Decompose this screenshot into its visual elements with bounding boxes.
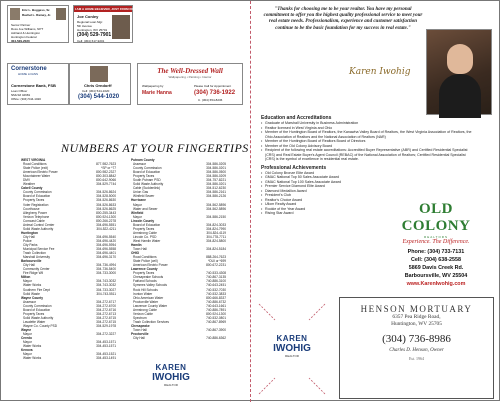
directory-entry-name: Fire Ridge Wll bbox=[23, 271, 44, 276]
directory-entry-name: Mayor bbox=[23, 332, 32, 337]
directory-entry-name: City Hall bbox=[23, 234, 35, 239]
directory-entry-name: Mayor bbox=[23, 352, 32, 357]
cornerstone-misc-2: NMLS# 42981 bbox=[11, 93, 31, 97]
cornerstone-ad-card bbox=[7, 63, 69, 105]
directory-entry-name: Town Hall bbox=[133, 327, 147, 332]
directory-entry-number: 304-562-5896 bbox=[206, 202, 226, 207]
directory-entry-name: City Hall bbox=[133, 336, 145, 341]
cornerstone-agent-name: Chris Orndorff bbox=[84, 83, 112, 88]
directory-entry-number: 304-529-1978 bbox=[96, 323, 116, 328]
directory-entry-number: 304-736-5400 bbox=[96, 267, 116, 272]
directory-entry-name: Allegheny Power bbox=[23, 210, 47, 215]
right-agent-name: Rachel L. Ramey, Jr. bbox=[22, 13, 51, 17]
cornerstone-bank-name: Cornerstone Bank, FSB bbox=[11, 83, 56, 88]
directory-entry-name: Property Taxes bbox=[133, 174, 155, 179]
directory-entry-number: 800-303-8842 bbox=[96, 174, 116, 179]
directory-entry-name: Symmes Valley Schools bbox=[133, 283, 167, 288]
directory-entry-name: Lavalette Water bbox=[23, 319, 46, 324]
realtor-photo bbox=[426, 29, 492, 115]
wallpaper-cell: C. (304) 654-8236 bbox=[198, 98, 223, 102]
directory-entry-name: Winfield Sewer bbox=[133, 194, 155, 199]
directory-entry-name: Ceredo bbox=[21, 336, 32, 341]
directory-entry-name: Assessor bbox=[133, 162, 147, 167]
bullet-item: • Ullom Realty Award bbox=[261, 202, 381, 207]
loan-phone: (304) 529-7901 bbox=[77, 32, 112, 38]
directory-entry-number: 304-453-1571 bbox=[96, 344, 116, 349]
directory-entry-number: 304-696-5558 bbox=[96, 247, 116, 252]
directory-entry-number: 740-867-8969 bbox=[206, 319, 226, 324]
karen-logo-last-right: IWOHIG bbox=[273, 343, 311, 354]
directory-entry-number: 888-264-7623 bbox=[206, 255, 226, 260]
karen-iwohig-logo-left bbox=[141, 363, 201, 387]
wallpaper-name: Marie Hanna bbox=[142, 90, 172, 96]
directory-entry-name: State Police (exit) bbox=[23, 166, 48, 171]
cornerstone-phone: (304) 544-1020 bbox=[78, 94, 120, 100]
directory-entry-number: 740-532-3833 bbox=[206, 291, 226, 296]
directory-entry-number: 304-743-3032 bbox=[96, 283, 116, 288]
directory-entry-name: Lawrence County bbox=[131, 267, 158, 272]
directory-entry-name: DMV bbox=[23, 178, 31, 183]
directory-entry-number: 304-586-2126 bbox=[206, 194, 226, 199]
education-list bbox=[261, 121, 476, 162]
directory-entry-name: Board of Education bbox=[133, 170, 161, 175]
directory-entry-number: *DUI or *699 bbox=[208, 259, 226, 264]
directory-entry-name: Trash Collection bbox=[23, 251, 46, 256]
directory-entry-name: Courthouse bbox=[23, 206, 40, 211]
bank-line-4: Huntington Federal bbox=[11, 35, 37, 39]
directory-entry-number: 304-824-5184 bbox=[206, 247, 226, 252]
directory-entry-name: Milton bbox=[21, 275, 31, 280]
loan-line-2: 5th Avenue bbox=[77, 24, 92, 28]
directory-entry-number: 304-743-3032 bbox=[96, 279, 116, 284]
bank-line-1: Senior Partner bbox=[11, 23, 31, 27]
directory-entry-number: 800-672-2231 bbox=[206, 263, 226, 268]
directory-entry-name: Solid Waste Authority bbox=[133, 182, 164, 187]
directory-entry-name: Huntington bbox=[21, 230, 38, 235]
directory-entry-name: Wayne Co. County PSD bbox=[23, 323, 58, 328]
directory-entry-name: Armstrong Cable bbox=[133, 307, 157, 312]
directory-entry-name: Board of Education bbox=[23, 307, 51, 312]
directory-entry-number: 304-586-2161 bbox=[206, 190, 226, 195]
realtor-signature: Karen Iwohig bbox=[349, 67, 411, 77]
bank-line-5: 304-529-2020 bbox=[11, 39, 30, 43]
directory-entry-name: Town Hall bbox=[133, 247, 147, 252]
directory-entry-number: 740-532-7030 bbox=[206, 287, 226, 292]
directory-entry-number: 304-526-8630 bbox=[96, 198, 116, 203]
wallpaper-phone: (304) 736-1922 bbox=[194, 90, 236, 96]
left-agent-photo bbox=[10, 8, 20, 20]
directory-entry-name: OHIO bbox=[131, 251, 140, 256]
directory-entry-name: Wayne County bbox=[21, 295, 44, 300]
henson-owner: Charles D. Henson, Owner bbox=[389, 348, 444, 353]
wallpaper-label: Wallpapering by bbox=[142, 84, 164, 88]
directory-entry-name: Solid Waste bbox=[23, 291, 40, 296]
awards-list bbox=[261, 171, 381, 216]
directory-entry-number: 304-736-4994 bbox=[96, 263, 116, 268]
old-colony-city: Barboursville, WV 25504 bbox=[404, 273, 468, 279]
awards-title: Professional Achievements bbox=[261, 164, 327, 171]
directory-entry-name: West Hamlin Water bbox=[133, 238, 161, 243]
henson-address-2: Huntington, WV 25705 bbox=[391, 321, 442, 327]
directory-entry-number: 740-886-7891 bbox=[206, 307, 226, 312]
bullet-item: • Member of the Old Colony Advisory Board bbox=[261, 144, 476, 149]
directory-entry-name: Cable (Suddenlink) bbox=[133, 186, 161, 191]
bullet-item: • Realtor's Choice Award bbox=[261, 198, 381, 203]
old-colony-url[interactable]: www.KarenIwohig.com bbox=[406, 281, 466, 287]
directory-entry-name: State Police (cell) bbox=[133, 259, 158, 264]
directory-entry-name: Assessor bbox=[23, 299, 37, 304]
directory-entry-number: 304-586-0205 bbox=[206, 162, 226, 167]
directory-entry-number: 304-696-3170 bbox=[96, 255, 116, 260]
directory-entry-name: Voter Registration bbox=[23, 202, 49, 207]
directory-entry-name: Water Works bbox=[23, 344, 42, 349]
karen-logo-last: IWOHIG bbox=[152, 372, 190, 383]
directory-entry-name: Barboursville bbox=[21, 259, 42, 264]
directory-entry-number: 304-586-2150 bbox=[206, 214, 226, 219]
bullet-item: • Graduate of Marshall University in Business Administration bbox=[261, 121, 476, 126]
directory-entry-number: 304-453-1491 bbox=[96, 356, 116, 361]
left-agent-name: Eric L. Boggess, Sr. bbox=[22, 8, 51, 12]
fold-divider bbox=[250, 1, 251, 402]
directory-entry-number: 740-533-4308 bbox=[206, 271, 226, 276]
wallpaper-title: The Well-Dressed Wall bbox=[157, 67, 223, 75]
directory-entry-number: 800-666-8337 bbox=[206, 295, 226, 300]
directory-entry-name: Trash Collection Services bbox=[133, 319, 170, 324]
directory-entry-name: Marshall University bbox=[23, 255, 50, 260]
directory-entry-name: Putnam County bbox=[131, 158, 155, 162]
directory-entry-name: City Parks bbox=[23, 242, 38, 247]
karen-logo-sub: REALTOR bbox=[164, 383, 178, 387]
karen-logo-sub-right: REALTOR bbox=[285, 354, 299, 358]
directory-entry-name: Property Taxes bbox=[23, 198, 45, 203]
bullet-item: • Member of the Huntington Board of Realtors Board of Directors bbox=[261, 139, 476, 144]
bank-line-2: Ross Joe Williams, NPT bbox=[11, 27, 44, 31]
cornerstone-agent-photo bbox=[90, 66, 108, 82]
directory-entry-name: Hurricane bbox=[131, 198, 146, 203]
directory-entry-name: Fairland Schools bbox=[133, 279, 157, 284]
directory-entry-number: 304-562-5896 bbox=[206, 206, 226, 211]
directory-entry-name: American Electric Power bbox=[133, 263, 168, 268]
cornerstone-logo: Cornerstone bbox=[11, 66, 47, 72]
loan-cell: Cell: (304) 617-9201 bbox=[77, 39, 105, 43]
directory-entry-name: Lincoln Co. PSD bbox=[133, 234, 157, 239]
directory-entry-name: Winfield bbox=[131, 210, 144, 215]
wallpaper-call: Please Call for Appointment bbox=[194, 84, 232, 88]
directory-entry-name: Cabell County bbox=[21, 186, 43, 191]
directory-entry-number: 304-743-5511 bbox=[96, 291, 116, 296]
directory-entry-number: 877-982-7623 bbox=[96, 162, 116, 167]
directory-entry-number: 304-272-6715 bbox=[96, 315, 116, 320]
loan-badge: I AM A HOME BELIEVER, JUST FROM DOE TOWN! bbox=[75, 7, 147, 11]
bullet-item: • Member of the Huntington Board of Realtors, the Kanawha Valley Board of Realtors, the West Virginia Association of Realtors, the Ohio Association of Realtors and the National Association of Realtors (NAR) bbox=[261, 130, 476, 139]
directory-entry-number: 304-586-0201 bbox=[206, 166, 226, 171]
directory-entry-name: Property Taxes bbox=[23, 311, 45, 316]
loan-officer-photo bbox=[112, 15, 130, 39]
directory-entry-name: Board of Education bbox=[133, 222, 161, 227]
directory-entry-number: 800-642-9066 bbox=[96, 178, 116, 183]
bullet-item: • President's Club bbox=[261, 193, 381, 198]
loan-line-3: Huntington, WV 25701 bbox=[77, 28, 108, 32]
directory-entry-name: Comcast Cable bbox=[23, 218, 45, 223]
directory-entry-name: Community Center bbox=[23, 267, 50, 272]
directory-entry-name: Proctorville Water bbox=[133, 299, 159, 304]
education-title: Education and Accreditations bbox=[261, 115, 332, 121]
directory-entry-name: Southern Fire Dept bbox=[23, 287, 50, 292]
directory-entry-number: 304-696-5954 bbox=[96, 242, 116, 247]
directory-entry-number: 304-512-6230 bbox=[206, 186, 226, 191]
directory-entry-number: 800-924-1300 bbox=[96, 214, 116, 219]
bullet-item: • GMAC National Top 100 Sales Associate Award bbox=[261, 180, 381, 185]
directory-entry-number: 304-733-3027 bbox=[96, 287, 116, 292]
directory-entry-number: 304-272-6717 bbox=[96, 299, 116, 304]
directory-entry-name: American Electric Power bbox=[23, 170, 58, 175]
directory-entry-number: 304-696-4401 bbox=[96, 251, 116, 256]
karen-iwohig-logo-right bbox=[265, 334, 319, 358]
directory-entry-name: Road Conditions bbox=[23, 162, 47, 167]
directory-entry-number: 304-778-7711 bbox=[206, 234, 226, 239]
directory-entry-name: Mayor bbox=[133, 202, 142, 207]
bullet-item: • Old Colony Bronze Elite Award bbox=[261, 171, 381, 176]
directory-entry-name: Lawrence County Water bbox=[133, 303, 168, 308]
directory-entry-number: 304-528-5000 bbox=[96, 194, 116, 199]
directory-entry-name: South Putnam PSD bbox=[133, 178, 161, 183]
directory-entry-number: 304-824-4119 bbox=[206, 230, 226, 235]
directory-entry-name: Animal Control Center bbox=[23, 222, 55, 227]
henson-address-1: 6357 Pea Ridge Road, bbox=[392, 314, 441, 320]
directory-entry-name: Water Works bbox=[23, 283, 42, 288]
directory-entry-name: City Hall bbox=[23, 263, 35, 268]
directory-entry-name: County Commission bbox=[23, 303, 52, 308]
henson-mortuary-ad bbox=[339, 297, 494, 399]
directory-entry-number: 304-526-8624 bbox=[96, 190, 116, 195]
wallpaper-subtitle: Wallpapering • Painting • Interior bbox=[168, 75, 212, 79]
directory-entry-name: Solid Waste Authority bbox=[23, 226, 54, 231]
directory-entry-number: 740-886-3100 bbox=[206, 279, 226, 284]
karen-logo-first-right: KAREN bbox=[276, 334, 308, 343]
directory-entry-name: Mountaineer Water bbox=[23, 174, 50, 179]
directory-entry-number: 304-272-6716 bbox=[96, 307, 116, 312]
directory-entry-name: Mayor bbox=[23, 340, 32, 345]
directory-entry-number: 304-529-7744 bbox=[96, 182, 116, 187]
bullet-item: • Realtor licensed in West Virginia and Ohio bbox=[261, 126, 476, 131]
directory-entry-number: 304-272-6713 bbox=[96, 311, 116, 316]
directory-entry-number: 304-272-6700 bbox=[96, 303, 116, 308]
directory-entry-number: 800-255-3443 bbox=[96, 210, 116, 215]
directory-entry-number: 304-526-8625 bbox=[96, 206, 116, 211]
directory-entry-name: Mayor bbox=[23, 279, 32, 284]
wallpaper-ad-card bbox=[137, 63, 243, 105]
directory-entry-name: Property Taxes bbox=[133, 226, 155, 231]
directory-entry-number: 304-453-1521 bbox=[96, 352, 116, 357]
directory-entry-number: 304-733-3000 bbox=[96, 271, 116, 276]
loan-line-1: Regional Loan Mgr. bbox=[77, 20, 104, 24]
directory-entry-name: WEST VIRGINIA bbox=[21, 158, 46, 162]
directory-entry-number: 800-924-1300 bbox=[206, 311, 226, 316]
directory-entry-name: Police bbox=[23, 238, 32, 243]
karen-logo-first: KAREN bbox=[155, 363, 187, 372]
directory-entry-name: Water Works bbox=[23, 356, 42, 361]
directory-entry-number: 304-824-5800 bbox=[206, 238, 226, 243]
bullet-item: • GMAC National Top 50 Sales Associate Award bbox=[261, 175, 381, 180]
directory-entry-name: Verizon Telephone bbox=[23, 214, 50, 219]
directory-entry-name: Spectrum bbox=[133, 315, 147, 320]
bullet-item: • Recipient of the following real estate accreditations: Accredited Buyer Representative (ABR) and Certified Residential Specialist (CRS) and Real Estate Buyer's Agent Council (REBAC) of the National Association of Realtors; Certified Residential Specialist (CRS) is the symbol of excellence in residential real estate. bbox=[261, 148, 476, 162]
directory-entry-number: 740-886-6362 bbox=[206, 336, 226, 341]
henson-phone: (304) 736-8986 bbox=[382, 333, 451, 345]
directory-entry-number: 304-586-0209 bbox=[206, 174, 226, 179]
directory-entry-number: 304-453-1571 bbox=[96, 340, 116, 345]
directory-entry-number: 304-526-8633 bbox=[96, 202, 116, 207]
directory-entry-number: 740-532-0801 bbox=[206, 315, 226, 320]
directory-entry-name: Board of Education bbox=[23, 194, 51, 199]
directory-entry-number: 304-757-8221 bbox=[206, 178, 226, 183]
cornerstone-misc-3: Office: (304) 544-1020 bbox=[11, 97, 41, 101]
directory-entry-name: Ohio American Water bbox=[133, 295, 164, 300]
right-agent-photo bbox=[56, 8, 66, 20]
bullet-item: • Premier Service Diamond Elite Award bbox=[261, 184, 381, 189]
henson-established: Est. 1964 bbox=[408, 356, 425, 361]
directory-entry-number: 304-522-4211 bbox=[96, 226, 116, 231]
cornerstone-misc-1: Loan Officer bbox=[11, 89, 28, 93]
directory-entry-name: Lincoln County bbox=[131, 218, 155, 223]
directory-entry-name: Water and Sewer bbox=[133, 206, 158, 211]
fingertips-column-left bbox=[21, 158, 116, 360]
directory-entry-name: County Commission bbox=[133, 166, 162, 171]
directory-entry-name: Wayne bbox=[21, 327, 32, 332]
old-colony-address: 5869 Davis Creek Rd. bbox=[408, 265, 464, 271]
bank-line-3: Ashland & Huntington bbox=[11, 31, 41, 35]
old-colony-cell: Cell: (304) 638-2558 bbox=[410, 257, 462, 263]
directory-entry-name: Hamlin bbox=[131, 242, 142, 247]
directory-entry-number: 304-272-6715 bbox=[96, 319, 116, 324]
old-colony-tagline: Experience. The Difference. bbox=[402, 239, 470, 245]
directory-entry-number: 740-886-6732 bbox=[206, 299, 226, 304]
fingertips-heading: NUMBERS AT YOUR FINGERTIPS bbox=[61, 141, 249, 155]
directory-entry-name: Solid Waste Authority bbox=[23, 315, 54, 320]
directory-entry-name: Proctorville bbox=[131, 332, 149, 337]
loan-officer-ad-card bbox=[73, 5, 147, 43]
directory-entry-number: 304-824-7990 bbox=[206, 226, 226, 231]
directory-entry-number: 740-643-1661 bbox=[206, 303, 226, 308]
directory-entry-number: *SP or *77 bbox=[101, 166, 116, 171]
directory-entry-name: Road Conditions bbox=[133, 255, 157, 260]
directory-entry-number: 304-696-5551 bbox=[96, 222, 116, 227]
loan-officer-name: Joe Conley bbox=[77, 14, 99, 19]
directory-entry-number: 304-586-0500 bbox=[206, 170, 226, 175]
old-colony-logo: OLD COLONY bbox=[401, 201, 471, 234]
henson-title: HENSON MORTUARY bbox=[360, 304, 473, 314]
directory-entry-name: Weather bbox=[23, 182, 35, 187]
directory-entry-number: 800-266-2278 bbox=[96, 218, 116, 223]
old-colony-block bbox=[386, 201, 486, 288]
directory-entry-name: Chesapeake Schools bbox=[133, 275, 164, 280]
directory-entry-number: 304-696-5540 bbox=[96, 234, 116, 239]
directory-entry-name: Verizon Cable bbox=[133, 311, 153, 316]
directory-entry-number: 800-982-2327 bbox=[96, 170, 116, 175]
directory-entry-number: 304-272-3227 bbox=[96, 332, 116, 337]
directory-entry-name: Mayor bbox=[133, 214, 142, 219]
realtor-quote: "Thanks for choosing me to be your realtor. You have my personal commitment to offer you the highest quality professional service to meet your real estate needs. Professionalism, experience and customer satisfaction continue to be the basic foundation for my success in real estate." bbox=[263, 7, 423, 31]
directory-entry-name: Property Taxes bbox=[133, 271, 155, 276]
bullet-item: • Diamond Medallion Award bbox=[261, 189, 381, 194]
directory-entry-number: 740-643-2451 bbox=[206, 283, 226, 288]
directory-entry-number: 304-696-4420 bbox=[96, 238, 116, 243]
directory-entry-number: 304-586-0201 bbox=[206, 182, 226, 187]
cornerstone-agent-card bbox=[69, 63, 131, 105]
directory-entry-name: Rock Hill Schools bbox=[133, 287, 158, 292]
directory-entry-name: County Commission bbox=[23, 190, 52, 195]
directory-row bbox=[21, 356, 116, 360]
directory-entry-name: Kenova bbox=[21, 348, 33, 353]
cornerstone-misc-4: Cell: (304) 544-1020 bbox=[82, 89, 110, 93]
directory-entry-number: 740-867-3900 bbox=[206, 327, 226, 332]
bank-ad-card bbox=[7, 5, 69, 43]
directory-entry-name: Ironton Water bbox=[133, 291, 153, 296]
old-colony-phone: Phone: (304) 733-7131 bbox=[407, 249, 465, 255]
old-colony-logo-sub: REALTORS bbox=[424, 235, 448, 239]
bullet-item: • Rookie of the Year Award bbox=[261, 207, 381, 212]
directory-entry-name: Municipal Service Fee bbox=[23, 247, 55, 252]
fingertips-column-right bbox=[131, 158, 226, 340]
directory-entry-name: Chesapeake bbox=[131, 323, 150, 328]
bullet-item: • Rising Star Award bbox=[261, 211, 381, 216]
directory-entry-number: 740-867-3135 bbox=[206, 275, 226, 280]
directory-entry-name: Union Gas bbox=[133, 190, 149, 195]
cornerstone-logo-sub: HOME LOANS bbox=[18, 72, 39, 76]
stamp-area bbox=[259, 304, 325, 394]
directory-row bbox=[131, 336, 226, 340]
directory-entry-number: 304-824-3033 bbox=[206, 222, 226, 227]
directory-entry-name: Armstrong Cable bbox=[133, 230, 157, 235]
